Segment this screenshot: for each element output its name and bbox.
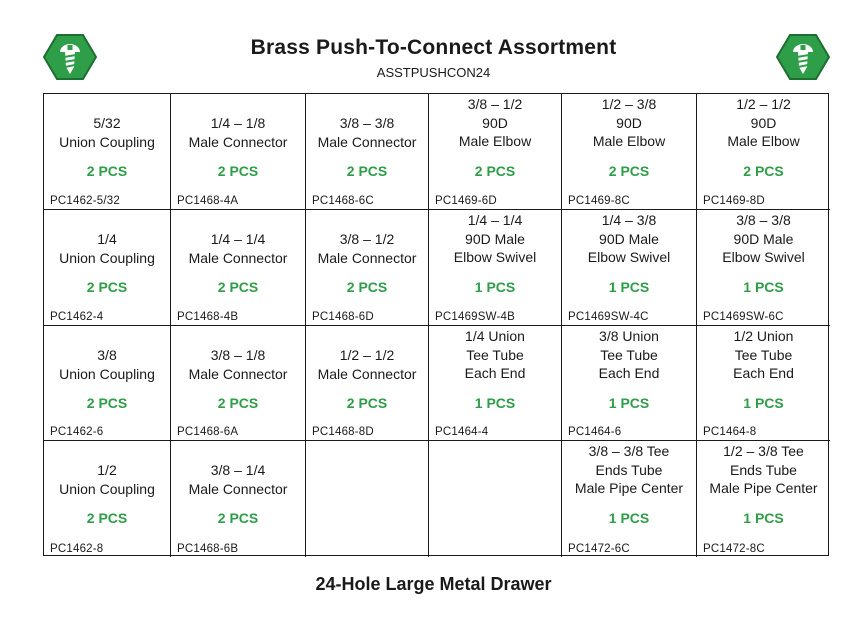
description-line: 1/2 – 3/8	[601, 96, 657, 112]
drawer-cell	[697, 94, 830, 210]
cell-description	[429, 211, 561, 267]
cell-description	[697, 327, 830, 383]
description-line: Elbow Swivel	[722, 249, 805, 265]
description-line: Each End	[733, 365, 794, 381]
description-line: Ends Tube	[595, 461, 663, 478]
part-number: PC1462-5/32	[50, 195, 120, 207]
description-line: Union Coupling	[59, 249, 155, 266]
description-line: 90D	[482, 114, 508, 131]
drawer-cell	[697, 210, 830, 326]
part-number: PC1472-8C	[703, 543, 765, 555]
description-line: 1/2	[97, 462, 117, 478]
part-number: PC1469SW-6C	[703, 311, 784, 323]
quantity-label: 1 PCS	[608, 279, 650, 295]
quantity-label: 2 PCS	[346, 279, 388, 295]
part-number: PC1469-8C	[568, 195, 630, 207]
quantity-label: 2 PCS	[217, 510, 259, 526]
assortment-grid	[43, 93, 829, 556]
drawer-cell	[44, 441, 171, 557]
footer-caption: 24-Hole Large Metal Drawer	[315, 574, 552, 594]
cell-description	[171, 461, 305, 498]
cell-description	[697, 442, 830, 498]
description-line: 1/2 – 3/8 Tee	[723, 443, 804, 459]
description-line: Elbow Swivel	[453, 249, 537, 265]
description-line: 1/2 – 1/2	[736, 96, 791, 112]
quantity-label: 2 PCS	[86, 279, 128, 295]
part-number: PC1472-6C	[568, 543, 630, 555]
description-line: 3/8 Union	[599, 328, 659, 344]
description-line: 5/32	[93, 115, 121, 131]
description-line: Union Coupling	[59, 480, 155, 497]
part-number: PC1468-6D	[312, 311, 374, 323]
cell-description	[44, 114, 170, 151]
quantity-label: 1 PCS	[743, 395, 784, 411]
description-line: Male Connector	[317, 365, 417, 382]
description-line: 3/8 – 1/8	[210, 347, 266, 363]
description-line: Tee Tube	[466, 346, 524, 363]
cell-description	[44, 346, 170, 383]
cell-description	[697, 95, 830, 151]
description-line: 1/4 – 1/8	[210, 115, 266, 131]
page-title: Brass Push-To-Connect Assortment	[250, 36, 617, 59]
description-line: Each End	[464, 365, 526, 381]
drawer-cell	[429, 94, 562, 210]
description-line: 3/8 – 3/8 Tee	[588, 443, 670, 459]
quantity-label: 1 PCS	[608, 510, 650, 526]
drawer-cell	[306, 326, 429, 441]
part-number: PC1469SW-4B	[435, 311, 515, 323]
quantity-label: 2 PCS	[346, 163, 388, 179]
part-number: PC1468-6C	[312, 195, 374, 207]
description-line: Elbow Swivel	[587, 249, 671, 265]
cell-description	[171, 346, 305, 383]
quantity-label: 1 PCS	[608, 395, 650, 411]
description-line: 3/8	[97, 347, 117, 363]
description-line: 90D	[616, 114, 642, 131]
description-line: 1/4 – 1/4	[467, 212, 523, 228]
description-line: Male Elbow	[592, 133, 666, 149]
description-line: 3/8 – 1/2	[339, 231, 395, 247]
part-number: PC1469-6D	[435, 195, 497, 207]
drawer-cell	[306, 94, 429, 210]
description-line: Male Connector	[188, 249, 288, 266]
quantity-label: 2 PCS	[86, 510, 128, 526]
quantity-label: 2 PCS	[346, 395, 388, 411]
drawer-cell	[562, 94, 697, 210]
part-number: PC1468-4A	[177, 195, 239, 207]
part-number: PC1469SW-4C	[568, 311, 649, 323]
drawer-cell	[44, 326, 171, 441]
quantity-label: 1 PCS	[743, 510, 784, 526]
cell-description	[562, 327, 696, 383]
cell-description	[306, 230, 428, 267]
description-line: Ends Tube	[730, 461, 797, 478]
quantity-label: 1 PCS	[474, 279, 516, 295]
description-line: 1/2 Union	[733, 328, 794, 344]
part-number: PC1468-8D	[312, 426, 374, 438]
description-line: Male Pipe Center	[574, 480, 684, 496]
description-line: Male Elbow	[727, 133, 800, 149]
drawer-cell	[44, 94, 171, 210]
drawer-cell	[171, 326, 306, 441]
part-number: PC1462-6	[50, 426, 104, 438]
cell-description	[306, 346, 428, 383]
drawer-cell	[171, 441, 306, 557]
part-number: PC1468-4B	[177, 311, 239, 323]
quantity-label: 2 PCS	[474, 163, 516, 179]
cell-description	[562, 95, 696, 151]
quantity-label: 2 PCS	[217, 163, 259, 179]
drawer-cell	[171, 210, 306, 326]
description-line: 3/8 – 1/2	[467, 96, 523, 112]
cell-description	[44, 230, 170, 267]
quantity-label: 2 PCS	[743, 163, 784, 179]
drawer-cell	[429, 441, 562, 557]
description-line: Each End	[598, 365, 660, 381]
description-line: Male Connector	[188, 480, 288, 497]
description-line: Male Connector	[188, 365, 288, 382]
drawer-cell	[429, 326, 562, 441]
drawer-cell	[562, 210, 697, 326]
quantity-label: 2 PCS	[86, 163, 128, 179]
drawer-cell	[697, 441, 830, 557]
drawer-cell	[562, 326, 697, 441]
description-line: Male Elbow	[458, 133, 532, 149]
description-line: 1/4 Union	[465, 328, 525, 344]
quantity-label: 1 PCS	[743, 279, 784, 295]
drawer-cell	[306, 210, 429, 326]
part-number: PC1462-4	[50, 311, 104, 323]
cell-description	[429, 327, 561, 383]
part-number: PC1468-6A	[177, 426, 239, 438]
drawer-cell	[429, 210, 562, 326]
description-line: 3/8 – 3/8	[339, 115, 395, 131]
description-line: 90D Male	[599, 230, 659, 247]
description-line: 1/4 – 3/8	[601, 212, 657, 228]
description-line: Union Coupling	[59, 133, 155, 150]
drawer-cell	[171, 94, 306, 210]
part-number: PC1469-8D	[703, 195, 765, 207]
cell-description	[562, 442, 696, 498]
part-number: PC1464-6	[568, 426, 622, 438]
description-line: Union Coupling	[59, 365, 155, 382]
description-line: 1/2 – 1/2	[339, 347, 395, 363]
description-line: 90D Male	[733, 230, 794, 247]
description-line: 90D Male	[465, 230, 525, 247]
part-number: PC1464-8	[703, 426, 757, 438]
description-line: 90D	[750, 114, 777, 131]
description-line: 1/4 – 1/4	[210, 231, 266, 247]
part-number: PC1462-8	[50, 543, 104, 555]
cell-description	[44, 461, 170, 498]
drawer-cell	[562, 441, 697, 557]
drawer-cell	[697, 326, 830, 441]
cell-description	[171, 114, 305, 151]
quantity-label: 2 PCS	[86, 395, 128, 411]
description-line: Tee Tube	[600, 346, 658, 363]
cell-description	[697, 211, 830, 267]
description-line: 3/8 – 1/4	[210, 462, 266, 478]
description-line: Male Connector	[317, 249, 417, 266]
cell-description	[562, 211, 696, 267]
quantity-label: 2 PCS	[217, 395, 259, 411]
quantity-label: 2 PCS	[217, 279, 259, 295]
description-line: Tee Tube	[734, 346, 793, 363]
quantity-label: 2 PCS	[608, 163, 650, 179]
description-line: Male Connector	[188, 133, 288, 150]
cell-description	[306, 114, 428, 151]
cell-description	[171, 230, 305, 267]
cell-description	[429, 95, 561, 151]
drawer-cell	[44, 210, 171, 326]
sku-code: ASSTPUSHCON24	[376, 65, 491, 80]
description-line: 1/4	[97, 231, 117, 247]
drawer-cell	[306, 441, 429, 557]
part-number: PC1468-6B	[177, 543, 239, 555]
description-line: 3/8 – 3/8	[736, 212, 791, 228]
description-line: Male Pipe Center	[709, 480, 818, 496]
description-line: Male Connector	[317, 133, 417, 150]
part-number: PC1464-4	[435, 426, 489, 438]
quantity-label: 1 PCS	[474, 395, 516, 411]
